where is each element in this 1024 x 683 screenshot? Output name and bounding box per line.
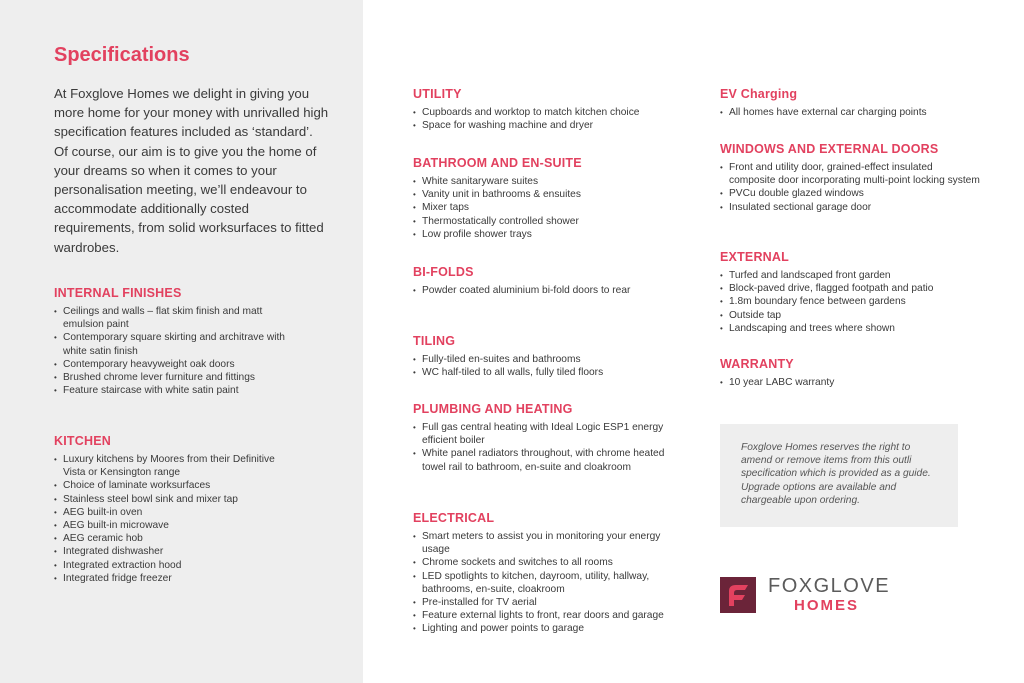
section-heading: ELECTRICAL [413, 511, 495, 525]
spec-item: • Contemporary heavyweight oak doors [54, 358, 294, 371]
spec-item: • Contemporary square skirting and architrave with white satin finish [54, 331, 294, 357]
section-heading: WARRANTY [720, 357, 794, 371]
spec-item: • Pre-installed for TV aerial [413, 596, 678, 609]
spec-item: • Fully-tiled en-suites and bathrooms [413, 353, 678, 366]
section-external [720, 250, 980, 335]
page-title: Specifications [54, 44, 190, 66]
spec-list [54, 453, 294, 585]
spec-item: • Front and utility door, grained-effect insulated composite door incorporating multi-point locking system [720, 161, 980, 187]
spec-list [720, 161, 980, 214]
spec-item: • Chrome sockets and switches to all rooms [413, 556, 678, 569]
section-heading: WINDOWS AND EXTERNAL DOORS [720, 142, 939, 156]
spec-item: • Low profile shower trays [413, 228, 678, 241]
section-internal-finishes [54, 286, 294, 397]
section-bi-folds [413, 265, 678, 297]
section-windows-doors [720, 142, 980, 214]
section-heading: INTERNAL FINISHES [54, 286, 182, 300]
spec-item: • Feature staircase with white satin paint [54, 384, 294, 397]
section-heading: KITCHEN [54, 434, 111, 448]
spec-item: • Choice of laminate worksurfaces [54, 479, 294, 492]
disclaimer-text: Foxglove Homes reserves the right to amend or remove items from this outli specification which is provided as a guide. Upgrade options are available and chargeable upon ordering. [741, 442, 931, 506]
section-heading: TILING [413, 334, 456, 348]
spec-item: • Smart meters to assist you in monitoring your energy usage [413, 530, 678, 556]
spec-item: • Feature external lights to front, rear doors and garage [413, 609, 678, 622]
spec-item: • 1.8m boundary fence between gardens [720, 295, 980, 308]
foxglove-homes-logo [720, 576, 920, 616]
section-bathroom [413, 156, 678, 241]
spec-item: • Integrated dishwasher [54, 545, 294, 558]
spec-item: • White panel radiators throughout, with chrome heated towel rail to bathroom, en-suite and cloakroom [413, 447, 678, 473]
spec-list [413, 106, 678, 132]
disclaimer-box [720, 424, 958, 527]
spec-item: • LED spotlights to kitchen, dayroom, utility, hallway, bathrooms, en-suite, cloakroom [413, 570, 678, 596]
section-utility [413, 87, 678, 132]
section-tiling [413, 334, 678, 379]
spec-list [413, 421, 678, 474]
spec-item: • White sanitaryware suites [413, 175, 678, 188]
intro-paragraph: At Foxglove Homes we delight in giving you more home for your money with unrivalled high specification features included as ‘standard’. Of course, our aim is to give you the home of your dreams so when it comes to your personalisation meeting, we’ll endeavour to accommodate additionally costed requirements, from solid worksurfaces to fitted wardrobes. [54, 86, 329, 255]
spec-item: • Powder coated aluminium bi-fold doors to rear [413, 284, 678, 297]
spec-item: • Landscaping and trees where shown [720, 322, 980, 335]
spec-item: • Full gas central heating with Ideal Logic ESP1 energy efficient boiler [413, 421, 678, 447]
spec-item: • AEG built-in microwave [54, 519, 294, 532]
spec-item: • 10 year LABC warranty [720, 376, 980, 389]
section-heading: BI-FOLDS [413, 265, 474, 279]
section-heading: PLUMBING AND HEATING [413, 402, 573, 416]
spec-item: • Ceilings and walls – flat skim finish and matt emulsion paint [54, 305, 294, 331]
logo-wordmark-homes: HOMES [794, 597, 860, 614]
spec-list [413, 530, 678, 636]
spec-list [413, 284, 678, 297]
spec-item: • Brushed chrome lever furniture and fittings [54, 371, 294, 384]
section-heading: EXTERNAL [720, 250, 789, 264]
spec-item: • All homes have external car charging points [720, 106, 980, 119]
foxglove-f-logo-icon [720, 577, 756, 613]
spec-item: • WC half-tiled to all walls, fully tiled floors [413, 366, 678, 379]
spec-item: • Luxury kitchens by Moores from their Definitive Vista or Kensington range [54, 453, 294, 479]
spec-item: • Thermostatically controlled shower [413, 215, 678, 228]
spec-list [720, 106, 980, 119]
spec-item: • Turfed and landscaped front garden [720, 269, 980, 282]
section-heading: EV Charging [720, 87, 798, 101]
section-heading: UTILITY [413, 87, 462, 101]
section-plumbing-heating [413, 402, 678, 474]
spec-item: • Integrated extraction hood [54, 559, 294, 572]
section-heading: BATHROOM AND EN-SUITE [413, 156, 582, 170]
spec-item: • Integrated fridge freezer [54, 572, 294, 585]
spec-list [413, 175, 678, 241]
spec-item: • Outside tap [720, 309, 980, 322]
logo-wordmark-foxglove: FOXGLOVE [768, 575, 891, 597]
spec-item: • Lighting and power points to garage [413, 622, 678, 635]
spec-item: • Stainless steel bowl sink and mixer tap [54, 493, 294, 506]
spec-list [413, 353, 678, 379]
spec-item: • AEG built-in oven [54, 506, 294, 519]
spec-list [720, 269, 980, 335]
spec-item: • Insulated sectional garage door [720, 201, 980, 214]
spec-item: • Space for washing machine and dryer [413, 119, 678, 132]
spec-item: • Block-paved drive, flagged footpath and patio [720, 282, 980, 295]
spec-item: • Vanity unit in bathrooms & ensuites [413, 188, 678, 201]
spec-item: • AEG ceramic hob [54, 532, 294, 545]
spec-item: • Mixer taps [413, 201, 678, 214]
section-warranty [720, 357, 980, 389]
spec-list [54, 305, 294, 397]
spec-item: • PVCu double glazed windows [720, 187, 980, 200]
section-kitchen [54, 434, 294, 585]
spec-item: • Cupboards and worktop to match kitchen choice [413, 106, 678, 119]
spec-list [720, 376, 980, 389]
section-ev-charging [720, 87, 980, 119]
section-electrical [413, 511, 678, 636]
